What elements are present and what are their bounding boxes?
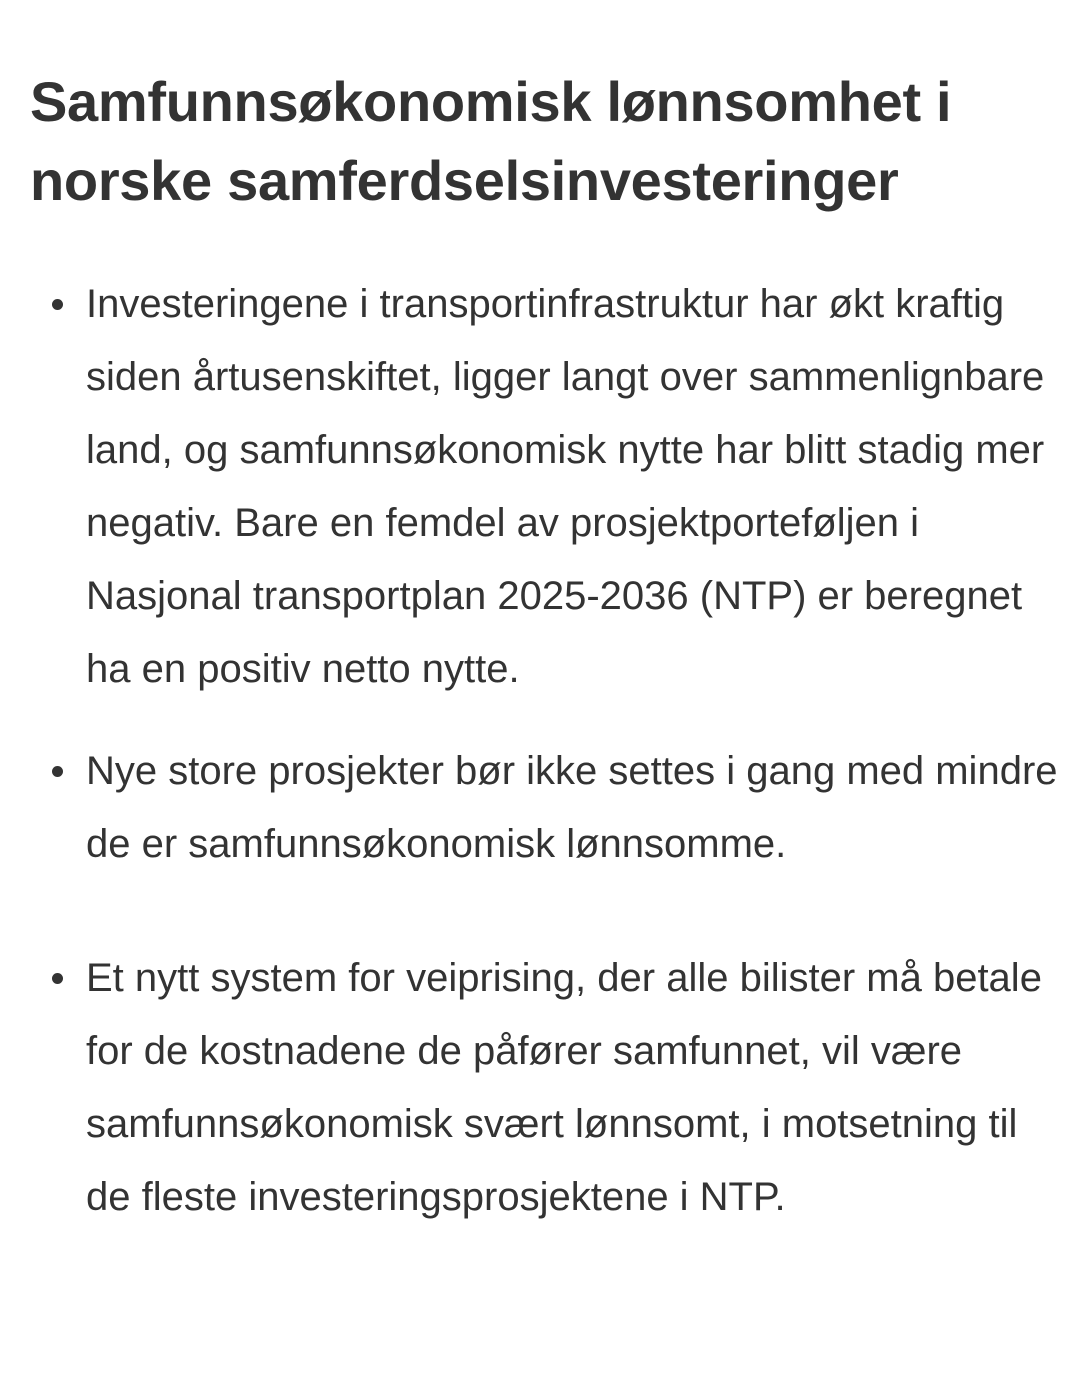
bullet-dot-icon <box>52 299 63 310</box>
bullet-dot-icon <box>52 766 63 777</box>
list-item-text: Investeringene i transportinfrastruktur har økt kraftig siden årtusenskiftet, ligger langt over sammenlignbare land, og samfunnsøkonomisk nytte har blitt stadig mer negativ. Bare en femdel av prosjektporteføljen i Nasjonal transportplan 2025-2036 (NTP) er beregnet ha en positiv netto nytte. <box>86 282 1045 691</box>
article <box>30 62 1060 1234</box>
bullet-list <box>30 268 1060 1234</box>
list-item <box>30 268 1060 706</box>
list-item <box>30 735 1060 881</box>
list-item <box>30 942 1060 1234</box>
list-item-text: Et nytt system for veiprising, der alle bilister må betale for de kostnadene de påfører samfunnet, vil være samfunnsøkonomisk svært lønnsomt, i motsetning til de fleste investeringsprosjektene i NTP. <box>86 956 1042 1219</box>
bullet-dot-icon <box>52 973 63 984</box>
list-item-text: Nye store prosjekter bør ikke settes i gang med mindre de er samfunnsøkonomisk lønnsomme. <box>86 749 1058 866</box>
page-title: Samfunnsøkonomisk lønnsomhet i norske samferdselsinvesteringer <box>30 70 952 212</box>
